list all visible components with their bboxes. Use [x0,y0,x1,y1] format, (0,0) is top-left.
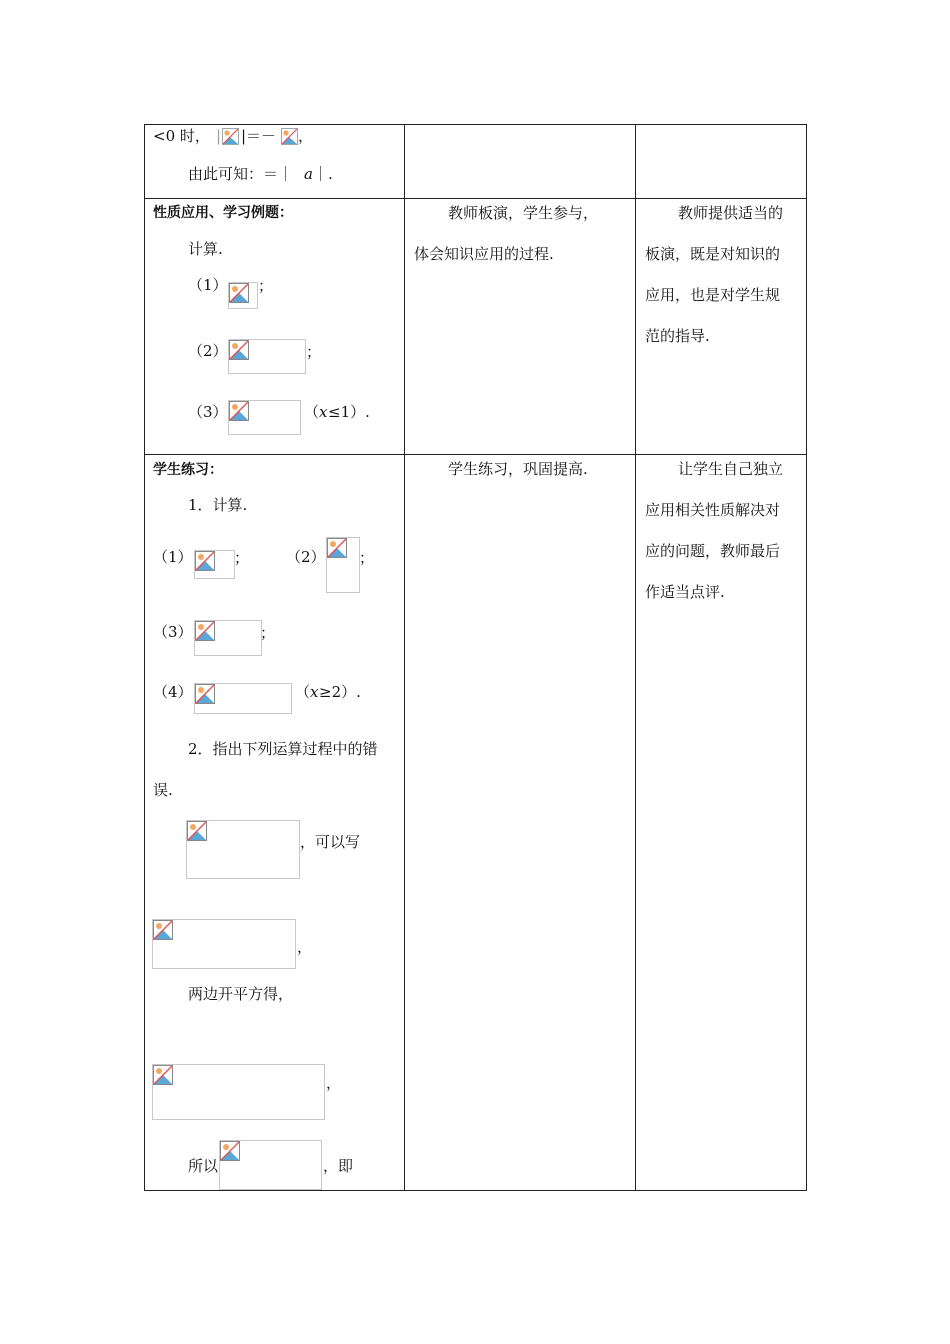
formula-image [228,282,258,309]
row3-p4-cond-open: （ [295,683,311,701]
formula-image [194,620,262,656]
formula-image [186,820,300,879]
formula-image [194,683,292,714]
row3-activity: 学生练习，巩固提高. [448,460,588,478]
row1-abs-bar: | [216,127,222,145]
row1-line2-end: ｜. [313,165,333,183]
table-border-top [144,124,807,125]
row2-intent-line3: 应用，也是对学生规 [645,286,781,304]
row3-step4-end: ， [326,1074,342,1092]
row2-activity-line2: 体会知识应用的过程. [414,245,554,263]
row3-intent-line4: 作适当点评. [645,583,725,601]
row3-step5-pre: 所以 [188,1157,219,1175]
formula-image [194,550,235,579]
row3-step1-end: ，可以写 [300,833,361,851]
row2-intent-line2: 板演，既是对知识的 [645,245,781,263]
row3-intent-line3: 应的问题，教师最后 [645,542,781,560]
table-border-right [806,124,807,1191]
row3-step3: 两边开平方得， [188,985,294,1003]
formula-image [326,537,360,593]
row2-intent-line4: 范的指导. [645,327,710,345]
row3-step5-end: ，即 [323,1157,354,1175]
broken-image-icon [222,128,239,145]
row2-item3-cond-rest: ≤1）. [328,403,370,421]
row3-p2-label: （2） [286,548,326,566]
row1-line2-text: 由此可知：＝｜ [188,165,294,183]
row2-item3-cond-var: x [319,403,328,421]
row3-intent-line2: 应用相关性质解决对 [645,501,781,519]
row2-intro: 计算. [188,240,223,258]
row3-p3-end: ； [260,624,276,642]
row1-var-a: a [304,165,313,183]
row2-activity-line1: 教师板演，学生参与， [448,204,599,222]
row3-question1: 1．计算. [188,496,248,514]
row2-item2-label: （2） [188,342,228,360]
row-divider-1 [144,198,807,199]
row2-item1-label: （1） [188,276,228,294]
column-divider-2 [635,124,636,1191]
row2-item3-cond-open: （ [304,403,320,421]
row-divider-2 [144,454,807,455]
row3-p1-label: （1） [153,548,193,566]
row2-heading: 性质应用、学习例题： [153,205,293,221]
row2-intent-line1: 教师提供适当的 [678,204,784,222]
table-border-left [144,124,145,1191]
column-divider-1 [404,124,405,1191]
formula-image [228,400,301,435]
row3-step2-end: ， [297,938,313,956]
row3-p4-label: （4） [153,683,193,701]
row2-item1-end: ； [258,277,274,295]
row2-item2-end: ； [306,343,322,361]
formula-image [228,339,306,374]
row1-equals-neg: |＝－ [241,127,277,145]
row3-p4-cond-var: x [310,683,319,701]
row3-p4-cond-rest: ≥2）. [319,683,361,701]
formula-image [152,1064,325,1120]
row3-heading: 学生练习： [153,462,223,478]
row3-p1-end: ； [234,549,250,567]
broken-image-icon [281,128,298,145]
formula-image [152,919,296,969]
row3-p3-label: （3） [153,623,193,641]
row1-line1-text: <0 时， [153,127,210,145]
row1-comma: ， [298,127,314,145]
formula-image [219,1140,322,1190]
table-border-bottom [144,1190,807,1191]
row2-item3-label: （3） [188,403,228,421]
row3-p2-end: ； [359,549,375,567]
row3-intent-line1: 让学生自己独立 [678,460,784,478]
row3-question2-line1: 2．指出下列运算过程中的错 [188,740,378,758]
row3-question2-line2: 误. [153,781,173,799]
